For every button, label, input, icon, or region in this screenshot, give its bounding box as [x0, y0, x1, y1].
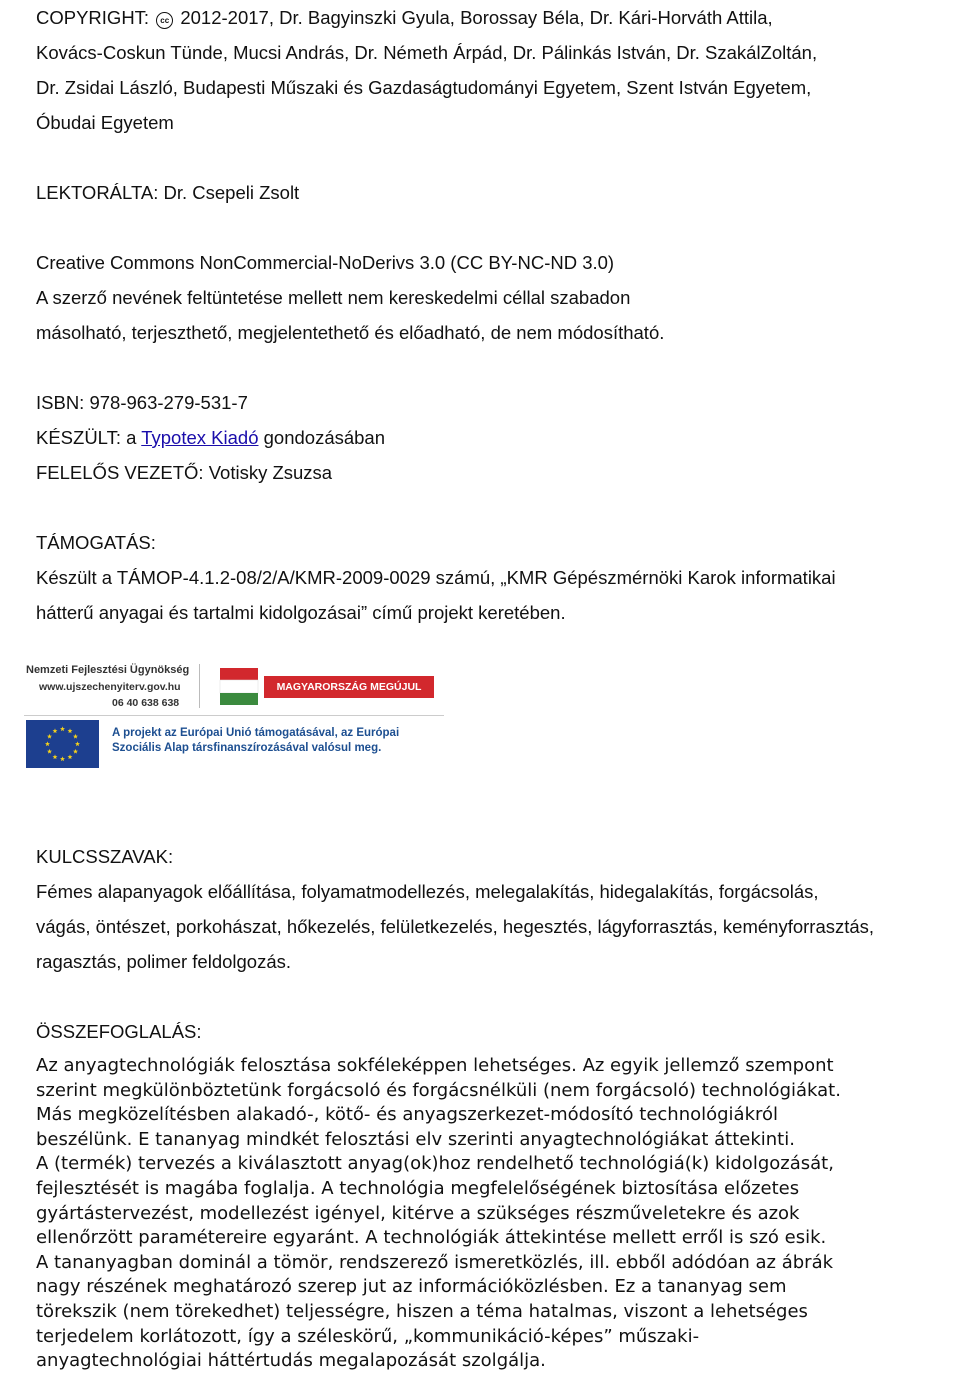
copyright-line-4: Óbudai Egyetem: [36, 112, 174, 133]
nfu-phone: 06 40 638 638: [112, 697, 180, 709]
editor: FELELŐS VEZETŐ: Votisky Zsuzsa: [36, 462, 333, 483]
license-line-3: másolható, terjeszthető, megjelentethető és előadható, de nem módosítható.: [36, 322, 665, 343]
summary-line: anyagtechnológiai háttértudás megalapozását szolgálja.: [36, 1350, 546, 1372]
eu-flag-icon: [26, 720, 99, 768]
sponsor-logos: [24, 660, 444, 772]
summary-line: nagy részének meghatározó szerep jut az információközlésben. Ez a tananyag sem: [36, 1276, 787, 1298]
summary-line: gyártástervezést, modellezést igényel, kitérve a szükséges részműveletekre és azok: [36, 1202, 800, 1224]
keywords-section: [36, 839, 956, 1049]
summary-line: szerint megkülönböztetünk forgácsoló és forgácsnélküli (nem forgácsoló) technológiákat.: [36, 1079, 841, 1101]
summary-line: Más megközelítésben alakadó-, kötő- és anyagszerkezet-módosító technológiákról: [36, 1104, 779, 1126]
keywords-line-2: vágás, öntészet, porkohászat, hőkezelés, felületkezelés, hegesztés, lágyforrasztás, keményforrasztás,: [36, 916, 875, 937]
summary-line: Az anyagtechnológiák felosztása sokféleképpen lehetséges. Az egyik jellemző szempont: [36, 1055, 834, 1076]
nfu-url: www.ujszechenyiterv.gov.hu: [39, 681, 181, 693]
support-heading: TÁMOGATÁS:: [36, 532, 156, 553]
nfu-name: Nemzeti Fejlesztési Ügynökség: [26, 664, 190, 676]
keywords-line-3: ragasztás, polimer feldolgozás.: [36, 951, 292, 972]
publisher-prefix: KÉSZÜLT: a: [36, 427, 137, 448]
copyright-text: 2012-2017, Dr. Bagyinszki Gyula, Borossay Béla, Dr. Kári-Horváth Attila,: [180, 7, 773, 28]
summary-line: beszélünk. E tananyag mindkét felosztási elv szerinti anyagtechnológiákat áttekinti.: [36, 1128, 795, 1150]
copyright-line-1: [36, 0, 956, 35]
license-line-2: A szerző nevének feltüntetése mellett nem kereskedelmi céllal szabadon: [36, 287, 631, 308]
keywords-heading: KULCSSZAVAK:: [36, 846, 174, 867]
support-line-1: Készült a TÁMOP-4.1.2-08/2/A/KMR-2009-0029 számú, „KMR Gépészmérnöki Karok informatikai: [36, 567, 836, 588]
summary-line: terjedelem korlátozott, így a széleskörű, „kommunikáció-képes” műszaki-: [36, 1325, 700, 1347]
summary-line: A tananyagban dominál a tömör, rendszerező ismeretközlés, ill. ebből adódóan az ábrák: [36, 1251, 834, 1273]
logo-divider: [199, 664, 200, 708]
license-line-1: Creative Commons NonCommercial-NoDerivs 3.0 (CC BY-NC-ND 3.0): [36, 252, 615, 273]
eu-funding-line-2: Szociális Alap társfinanszírozásával valósul meg.: [112, 742, 382, 754]
copyright-line-2: Kovács-Coskun Tünde, Mucsi András, Dr. Németh Árpád, Dr. Pálinkás István, Dr. SzakálZoltán,: [36, 42, 818, 63]
publisher-suffix: gondozásában: [263, 427, 386, 448]
hungary-renews-banner: MAGYARORSZÁG MEGÚJUL: [264, 676, 434, 698]
hungarian-flag-icon: [216, 666, 262, 708]
cc-icon: cc: [156, 12, 173, 29]
isbn: ISBN: 978-963-279-531-7: [36, 392, 248, 413]
hungary-renews-logo: [216, 666, 434, 708]
eu-funding-line-1: A projekt az Európai Unió támogatásával, az Európai: [112, 727, 400, 739]
summary-line: A (termék) tervezés a kiválasztott anyag(ok)hoz rendelhető technológiá(k) kidolgozását,: [36, 1153, 834, 1175]
summary-line: ellenőrzött paramétereire egyaránt. A technológiák áttekintése mellett erről is szó esik.: [36, 1227, 827, 1249]
summary-line: törekszik (nem törekedhet) teljességre, hiszen a téma hatalmas, viszont a lehetséges: [36, 1300, 808, 1322]
logo-divider-horizontal: [24, 715, 444, 716]
summary-text: [36, 1054, 960, 1374]
copyright-label: COPYRIGHT:: [36, 7, 150, 28]
summary-line: fejlesztését is magába foglalja. A technológia megfelelőségének biztosítása előzetes: [36, 1177, 800, 1199]
document-body: [36, 0, 956, 630]
reviewer: LEKTORÁLTA: Dr. Csepeli Zsolt: [36, 182, 300, 203]
publisher-link[interactable]: Typotex Kiadó: [141, 427, 259, 448]
eu-funding-text: [112, 726, 399, 756]
support-line-2: hátterű anyagai és tartalmi kidolgozásai” című projekt keretében.: [36, 602, 566, 623]
publisher-line: [36, 420, 956, 455]
summary-heading: ÖSSZEFOGLALÁS:: [36, 1021, 202, 1042]
keywords-line-1: Fémes alapanyagok előállítása, folyamatmodellezés, melegalakítás, hidegalakítás, forgácsolás,: [36, 881, 819, 902]
copyright-line-3: Dr. Zsidai László, Budapesti Műszaki és Gazdaságtudományi Egyetem, Szent István Egyetem,: [36, 77, 812, 98]
